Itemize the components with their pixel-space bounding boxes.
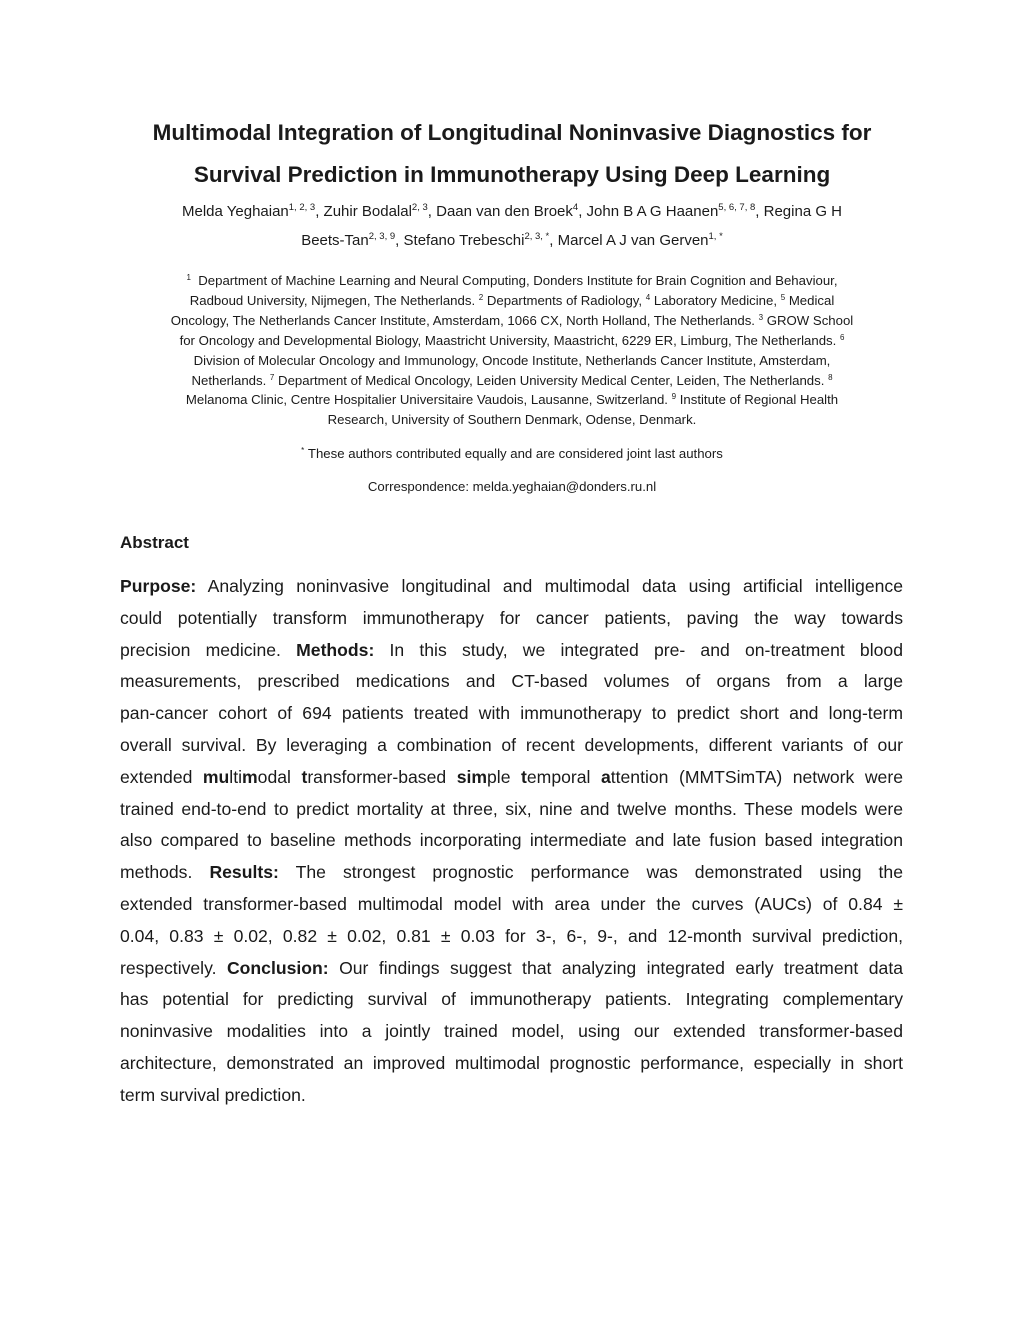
abstract-line [120,953,903,985]
abstract-body [120,571,903,1112]
affiliation-line [112,351,912,371]
author-separator: , [395,232,404,249]
abstract-text: extended transformer-based multimodal model with area under the curves (AUCs) of 0.84 ± [120,893,903,914]
abstract-line [120,825,903,857]
abstract-text: 0.04, 0.83 ± 0.02, 0.82 ± 0.02, 0.81 ± 0.03 for 3-, 6-, 9-, and 12-month survival prediction, [120,925,903,946]
affiliation-line [112,331,912,351]
author-affiliation-marks: 1, * [708,231,723,242]
author-separator: , [549,232,558,249]
affiliation-number: 2 [478,292,484,302]
abstract-text: architecture, demonstrated an improved multimodal prognostic performance, especially in short [120,1052,903,1073]
abstract-line [120,762,903,794]
abstract-line [120,1080,903,1112]
affiliation-number: 4 [645,292,651,302]
abstract-text: has potential for predicting survival of immunotherapy patients. Integrating complementary [120,989,903,1010]
paper-title [100,112,924,196]
author-name: Marcel A J van Gerven [557,232,709,249]
affiliation-text: Departments of Radiology, [486,292,643,308]
joint-author-mark: * [301,446,305,455]
joint-author-text: These authors contributed equally and are considered joint last authors [307,446,723,461]
affiliation-number: 6 [839,332,845,342]
affiliation-number: 7 [269,372,275,382]
acronym-bold-letter: t [521,766,527,787]
abstract-text: noninvasive modalities into a jointly trained model, using our extended transformer-based [120,1021,903,1042]
abstract-line [120,921,903,953]
abstract-text: trained end-to-end to predict mortality at three, six, nine and twelve months. These models were [120,798,903,819]
acronym-bold-letter: sim [456,766,488,787]
affiliation-number: 8 [828,372,833,382]
correspondence-line: Correspondence: melda.yeghaian@donders.ru.nl [367,479,657,494]
abstract-line [120,889,903,921]
abstract-text: Analyzing noninvasive longitudinal and multimodal data using artificial intelligence [207,576,903,596]
author-line-1 [110,197,914,226]
abstract-text: pan-cancer cohort of 694 patients treated with immunotherapy to predict short and long-term [120,703,903,724]
affiliation-text: for Oncology and Developmental Biology, Maastricht University, Maastricht, 6229 ER, Limburg, The Netherlands. [179,332,837,348]
acronym-bold-letter: mu [202,766,230,787]
author-list [110,197,914,255]
affiliation-line [112,410,912,430]
author-name-wrapped: Regina G H [763,203,842,220]
abstract-line [120,730,903,762]
affiliation-text: Oncology, The Netherlands Cancer Institute, Amsterdam, 1066 CX, North Holland, The Netherlands. [170,312,755,328]
affiliation-text: Radboud University, Nijmegen, The Netherlands. [189,292,476,308]
abstract-text: ransformer-based [307,766,457,787]
abstract-text: ttention (MMTSimTA) network were [610,766,903,787]
abstract-text: The strongest prognostic performance was demonstrated using the [295,862,904,883]
abstract-line [120,1016,903,1048]
abstract-text: extended [120,766,203,787]
affiliation-line [112,371,912,391]
author-affiliation-marks: 2, 3, 9 [368,231,396,242]
abstract-line [120,1048,903,1080]
affiliation-text: Division of Molecular Oncology and Immunology, Oncode Institute, Netherlands Cancer Institute, Amsterdam, [193,352,831,368]
joint-authorship-note [112,444,912,464]
affiliation-number: 1 [186,273,191,282]
acronym-bold-letter: a [600,766,611,787]
abstract-text: term survival prediction. [120,1084,306,1105]
acronym-bold-letter: m [242,766,258,787]
abstract-line [120,794,903,826]
affiliation-text: Department of Machine Learning and Neural Computing, Donders Institute for Brain Cognition and Behaviour, [198,273,838,288]
abstract-line [120,984,903,1016]
abstract-text: also compared to baseline methods incorporating intermediate and late fusion based integration [120,830,903,851]
abstract-line [120,698,903,730]
abstract-line [120,635,903,667]
conclusion-label: Conclusion: [226,957,329,978]
affiliation-text: Medical [788,292,835,308]
affiliation-text: Department of Medical Oncology, Leiden University Medical Center, Leiden, The Netherlands. [278,372,825,388]
abstract-text: precision medicine. [120,639,281,660]
author-name: Daan van den Broek [436,203,573,220]
author-name: Stefano Trebeschi [403,232,525,249]
affiliation-number: 3 [758,312,764,322]
abstract-text: odal [257,766,302,787]
title-line-1: Multimodal Integration of Longitudinal Noninvasive Diagnostics for [152,120,872,145]
author-separator: , [315,203,324,220]
author-affiliation-marks: 4 [572,202,579,213]
abstract-heading: Abstract [120,533,189,552]
acronym-bold-letter: t [301,766,308,787]
abstract-line [120,666,903,698]
abstract-text: Our findings suggest that analyzing integrated early treatment data [339,957,904,978]
affiliation-line [112,390,912,410]
affiliation-line [112,271,912,291]
abstract-text: emporal [526,766,601,787]
abstract-text: ple [487,766,522,787]
abstract-line [120,603,903,635]
author-affiliation-marks: 2, 3 [411,202,428,213]
purpose-label: Purpose: [120,576,197,596]
abstract-text: lti [229,766,243,787]
affiliation-text: Melanoma Clinic, Centre Hospitalier Universitaire Vaudois, Lausanne, Switzerland. [185,392,668,408]
affiliation-text: Institute of Regional Health [679,392,839,408]
affiliation-number: 9 [671,392,677,402]
author-name: John B A G Haanen [586,203,719,220]
author-separator: , [755,203,764,220]
affiliation-list [112,271,912,430]
abstract-line [120,857,903,889]
author-name: Melda Yeghaian [182,203,289,220]
author-separator: , [427,203,437,220]
author-line-2 [110,226,914,255]
abstract-text: methods. [120,862,193,883]
abstract-text: In this study, we integrated pre- and on-treatment blood [389,639,903,660]
abstract-text: could potentially transform immunotherapy for cancer patients, paving the way towards [120,607,903,628]
author-affiliation-marks: 2, 3, * [524,231,550,242]
affiliation-text: Netherlands. [191,372,267,388]
abstract-text: measurements, prescribed medications and CT-based volumes of organs from a large [120,671,903,692]
abstract-text: overall survival. By leveraging a combination of recent developments, different variants of our [120,734,903,755]
affiliation-text: Laboratory Medicine, [653,292,778,308]
title-line-2: Survival Prediction in Immunotherapy Using Deep Learning [193,162,831,187]
author-separator: , [578,203,587,220]
methods-label: Methods: [296,639,375,660]
author-affiliation-marks: 1, 2, 3 [288,202,316,213]
affiliation-line [112,291,912,311]
author-affiliation-marks: 5, 6, 7, 8 [718,202,756,213]
results-label: Results: [209,862,279,883]
abstract-line [120,571,903,603]
affiliation-number: 5 [780,292,786,302]
author-name: Zuhir Bodalal [323,203,412,220]
abstract-text: respectively. [120,957,217,978]
author-name-wrapped-cont: Beets-Tan [301,232,369,249]
affiliation-text: Research, University of Southern Denmark, Odense, Denmark. [327,412,697,428]
affiliation-text: GROW School [766,312,854,328]
affiliation-line [112,311,912,331]
